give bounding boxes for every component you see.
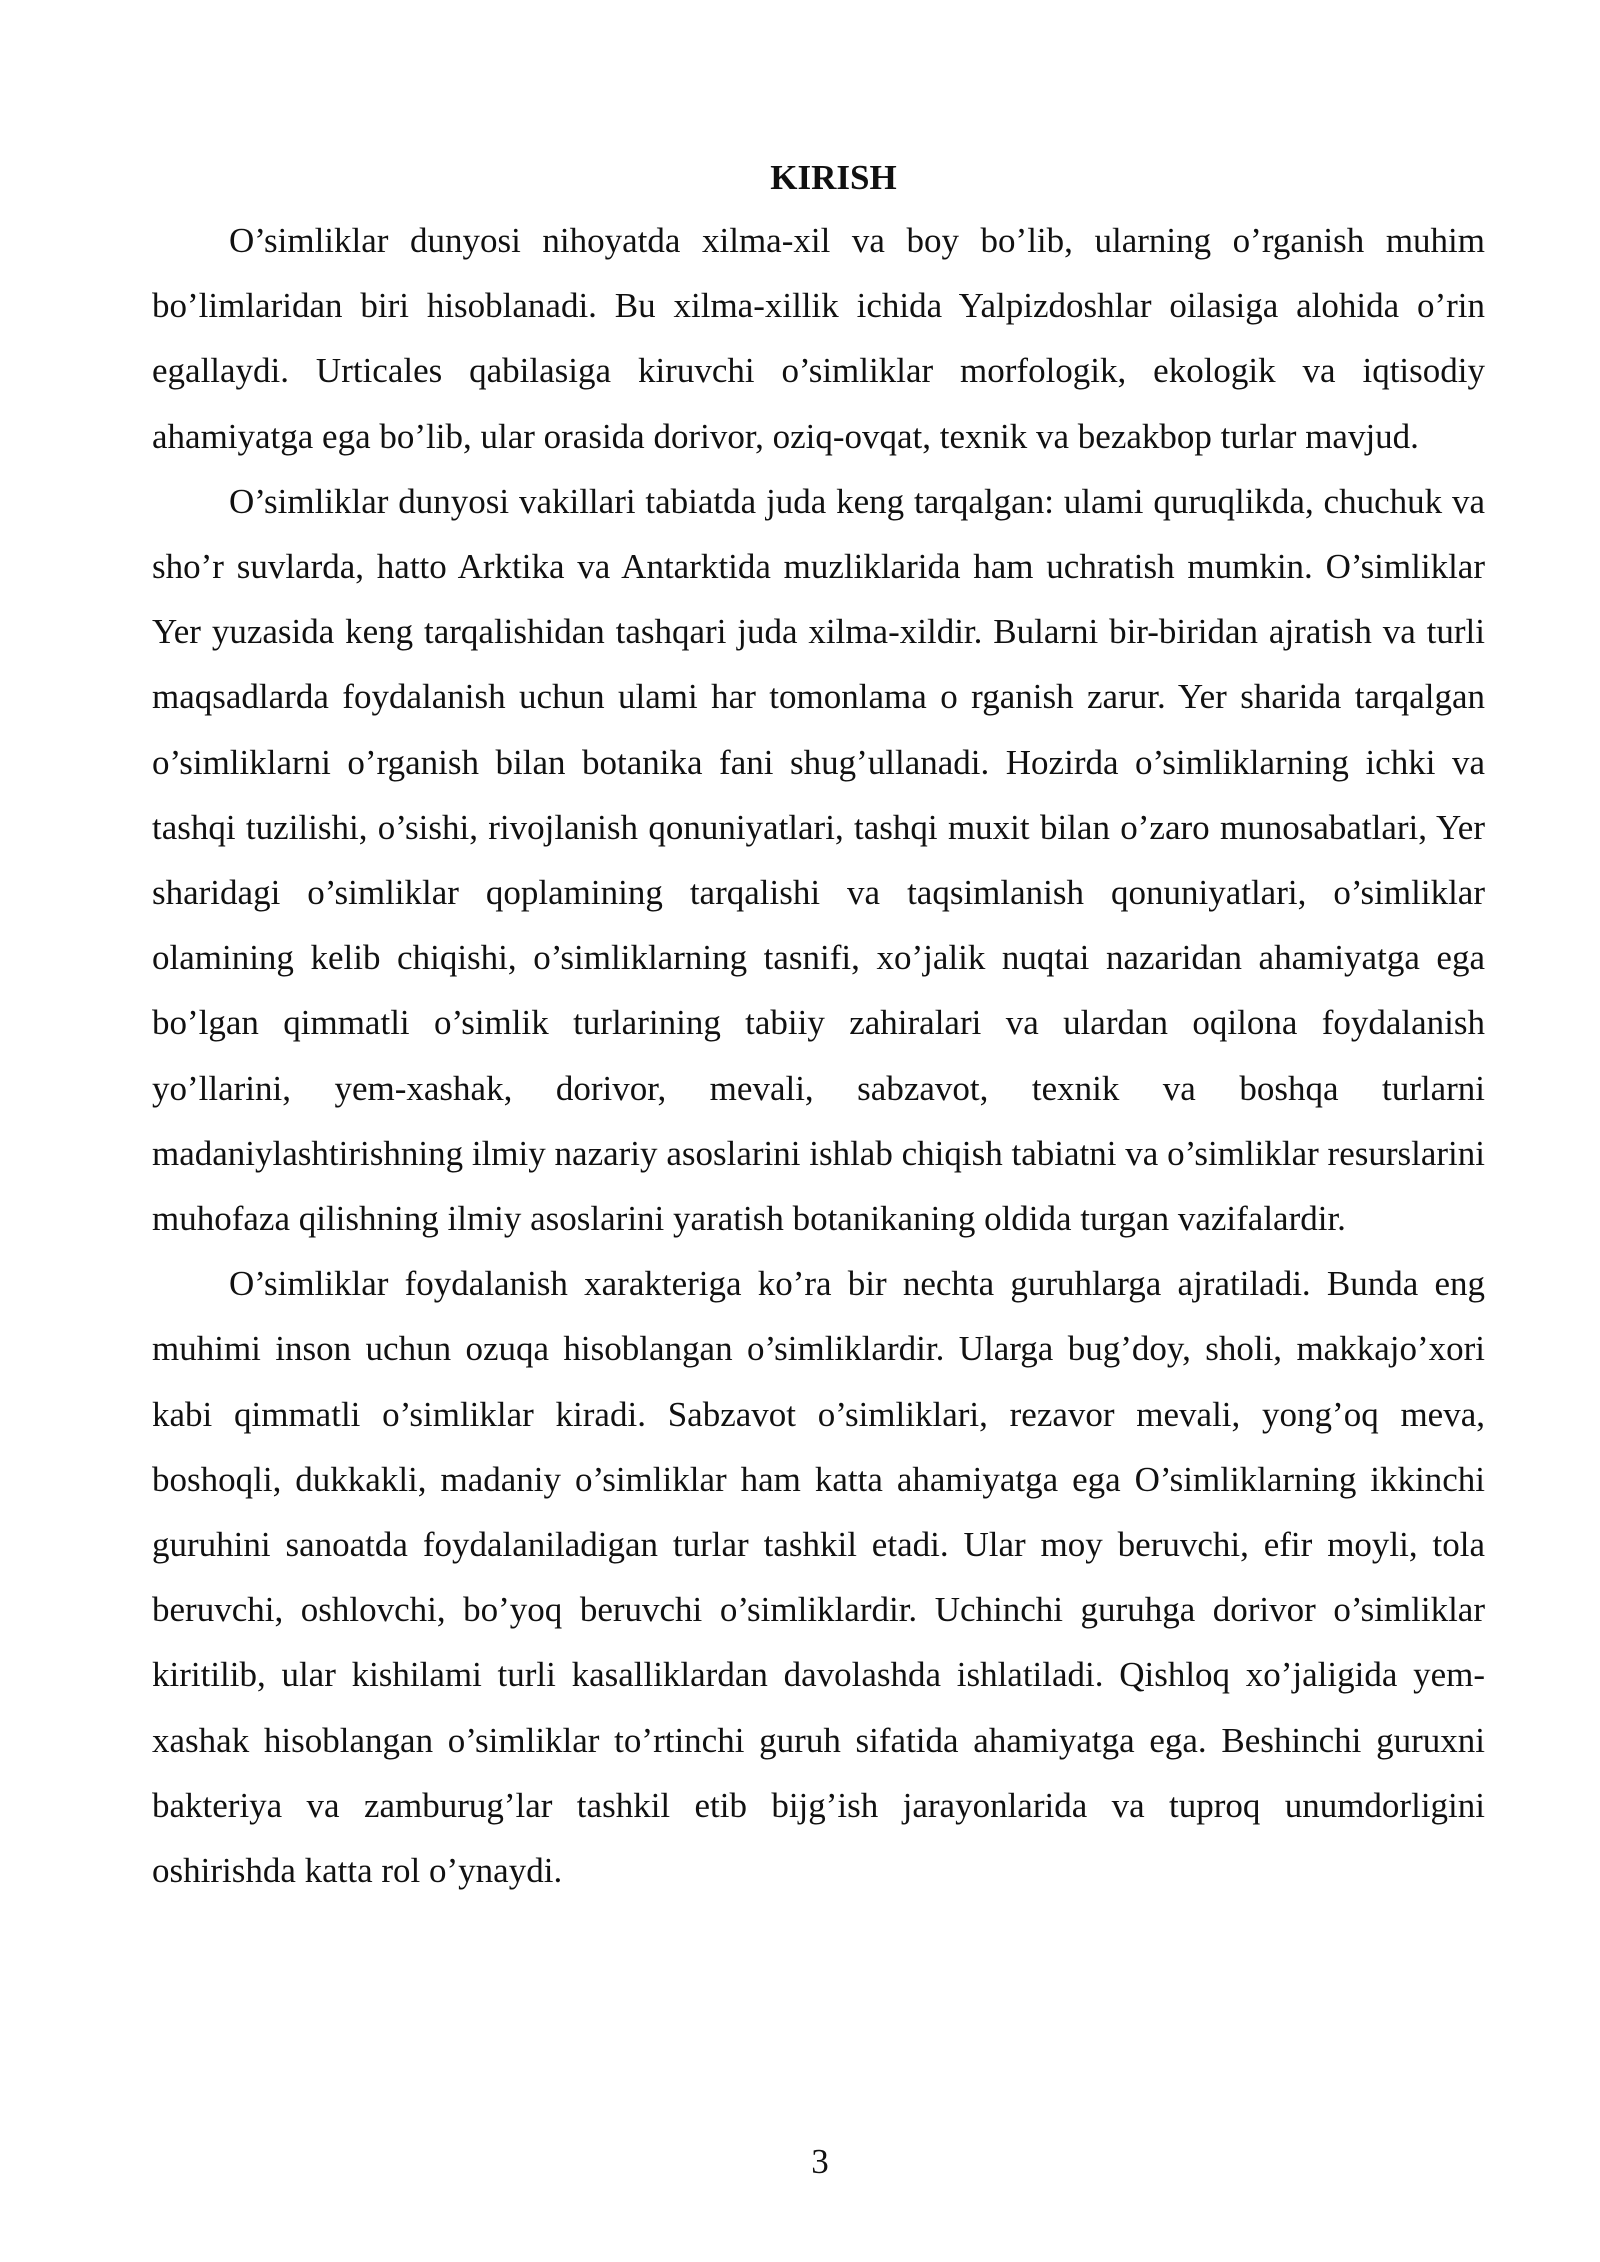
page-content bbox=[152, 148, 1485, 1903]
section-title: KIRISH bbox=[770, 158, 897, 197]
paragraph-1: O’simliklar dunyosi nihoyatda xilma-xil va boy bo’lib, ularning o’rganish muhim bo’limlaridan biri hisoblanadi. Bu xilma-xillik ichida Yalpizdoshlar oilasiga alohida o’rin egallaydi. Urticales qabilasiga kiruvchi o’simliklar morfologik, ekologik va iqtisodiy ahamiyatga ega bo’lib, ular orasida dorivor, oziq-ovqat, texnik va bezakbop turlar mavjud. bbox=[152, 221, 1485, 456]
paragraph-3: O’simliklar foydalanish xarakteriga ko’ra bir nechta guruhlarga ajratiladi. Bunda eng muhimi inson uchun ozuqa hisoblangan o’simliklardir. Ularga bug’doy, sholi, makkajo’xori kabi qimmatli o’simliklar kiradi. Sabzavot o’simliklari, rezavor mevali, yong’oq meva, boshoqli, dukkakli, madaniy o’simliklar ham katta ahamiyatga ega O’simliklarning ikkinchi guruhini sanoatda foydalaniladigan turlar tashkil etadi. Ular moy beruvchi, efir moyli, tola beruvchi, oshlovchi, bo’yoq beruvchi o’simliklardir. Uchinchi guruhga dorivor o’simliklar kiritilib, ular kishilami turli kasalliklardan davolashda ishlatiladi. Qishloq xo’jaligida yem-xashak hisoblangan o’simliklar to’rtinchi guruh sifatida ahamiyatga ega. Beshinchi guruxni bakteriya va zamburug’lar tashkil etib bijg’ish jarayonlarida va tuproq unumdorligini oshirishda katta rol o’ynaydi. bbox=[152, 1264, 1485, 1891]
page-number: 3 bbox=[811, 2142, 829, 2181]
paragraph-2: O’simliklar dunyosi vakillari tabiatda juda keng tarqalgan: ulami quruqlikda, chuchuk va sho’r suvlarda, hatto Arktika va Antarktida muzliklarida ham uchratish mumkin. O’simliklar Yer yuzasida keng tarqalishidan tashqari juda xilma-xildir. Bularni bir-biridan ajratish va turli maqsadlarda foydalanish uchun ulami har tomonlama o rganish zarur. Yer sharida tarqalgan o’simliklarni o’rganish bilan botanika fani shug’ullanadi. Hozirda o’simliklarning ichki va tashqi tuzilishi, o’sishi, rivojlanish qonuniyatlari, tashqi muxit bilan o’zaro munosabatlari, Yer sharidagi o’simliklar qoplamining tarqalishi va taqsimlanish qonuniyatlari, o’simliklar olamining kelib chiqishi, o’simliklarning tasnifi, xo’jalik nuqtai nazaridan ahamiyatga ega bo’lgan qimmatli o’simlik turlarining tabiiy zahiralari va ulardan oqilona foydalanish yo’llarini, yem-xashak, dorivor, mevali, sabzavot, texnik va boshqa turlarni madaniylashtirishning ilmiy nazariy asoslarini ishlab chiqish tabiatni va o’simliklar resurslarini muhofaza qilishning ilmiy asoslarini yaratish botanikaning oldida turgan vazifalardir. bbox=[152, 481, 1485, 1239]
